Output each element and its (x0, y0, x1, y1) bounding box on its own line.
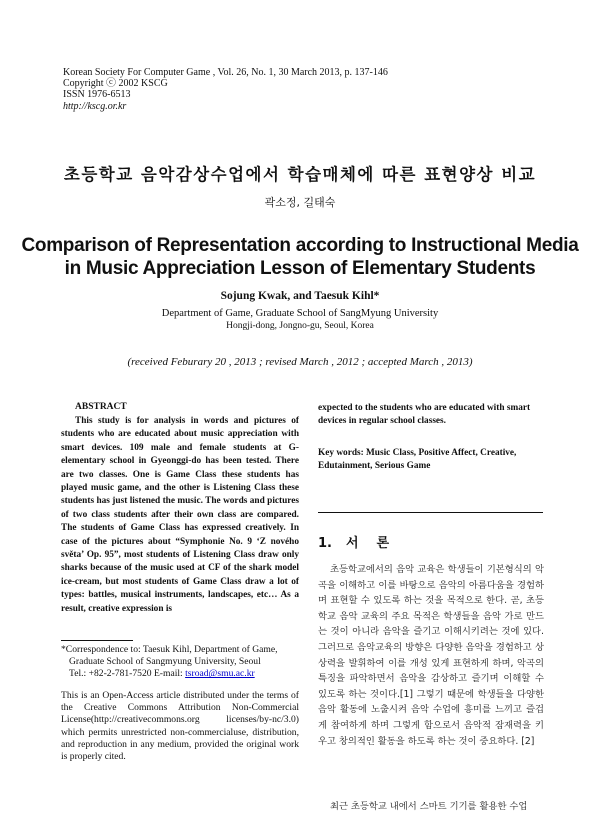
footnote-divider (61, 640, 133, 641)
open-access-notice: This is an Open-Access article distributed under the terms of the Creative Commons Attribution Non-Commercial License(http://creativecommons.org licenses/by-nc/3.0) which permits unrestricted non-commercialuse, distribution, and reproduction in any medium, provided the original work is properly cited. (61, 690, 299, 763)
section-title-char2: 론 (376, 536, 390, 551)
abstract-heading: ABSTRACT (75, 402, 127, 412)
correspondence-line2: Graduate School of Sangmyung University, Seoul (69, 656, 261, 668)
title-english-line2: in Music Appreciation Lesson of Elementary Students (64, 258, 536, 279)
received-dates: (received Feburary 20 , 2013 ; revised March , 2012 ; accepted March , 2013) (127, 356, 473, 368)
section-number: 1. (318, 536, 332, 551)
section-heading-introduction (318, 532, 389, 551)
correspondence-line3 (61, 668, 301, 680)
title-english-line1: Comparison of Representation according to Instructional Media (21, 235, 579, 256)
issn-line: ISSN 1976-6513 (63, 89, 131, 101)
introduction-paragraph1: 초등학교에서의 음악 교육은 학생들이 기본형식의 악곡을 이해하고 이를 바탕으로 음악의 아름다움을 경험하며 표현할 수 있도록 하는 것을 목적으로 한다. 곧, 초등학교 음악 교육의 주요 목적은 학생들을 음악 가로 만드는 것이 아니라 음악을 즐기고 이해시키려는 것에 있다. 그러므로 음악교육의 방향은 다양한 음악을 경험하고 상상력을 발휘하여 이를 개성 있게 표현하게 하며, 악곡의 특징을 파악하면서 음악을 감상하고 즐기며 이해할 수 있도록 하는 것이다.[1] 그렇기 때문에 학생들을 다양한 음악 활동에 노출시켜 음악 수업에 흥미를 느끼고 즐겁게 참여하게 하며 그렇게 함으로서 음악적 잠재력을 키우고 창의적인 활동을 하도록 하는 것이 중요하다. [2] (318, 564, 544, 747)
correspondence-tel: Tel.: +82-2-781-7520 E-mail: (69, 668, 186, 680)
affiliation-department: Department of Game, Graduate School of SangMyung University (161, 308, 439, 319)
abstract-continued: expected to the students who are educated with smart devices in regular school classes. (318, 403, 531, 427)
copyright-line: Copyright ⓒ 2002 KSCG (63, 78, 168, 90)
right-column-top (318, 402, 543, 474)
affiliation-address: Hongji-dong, Jongno-gu, Seoul, Korea (226, 321, 374, 331)
title-english (0, 234, 600, 280)
journal-url[interactable]: http://kscg.or.kr (63, 100, 127, 112)
abstract-column (61, 402, 299, 616)
title-korean: 초등학교 음악감상수업에서 학습매체에 따른 표현양상 비교 (63, 165, 537, 184)
abstract-body: This study is for analysis in words and pictures of students who are educated about music appreciation with smart devices. 109 male and female students at G-elementary school in Gyeonggi-do has been tested. There are two classes. One is Game Class these students has played music game, and the other is Listening Class these students has just listened the music. The words and pictures of two class students after their own class are compared. The students of Game Class has expressed creatively. In case of the pictures about “Symphonie No. 9 ‘Z nového světa’ Op. 95”, most students of Listening Class draw only sharks because of the music used at CF of the shark model ice-cream, but most students of Game Class draw a lot of types: battles, musical instruments, landscapes, etc… As a result, creative expression is (61, 416, 299, 614)
keywords: Key words: Music Class, Positive Affect, Creative, Edutainment, Serious Game (318, 447, 517, 472)
correspondence-note (61, 644, 301, 681)
correspondence-email-link[interactable]: tsroad@smu.ac.kr (185, 668, 255, 680)
authors-english: Sojung Kwak, and Taesuk Kihl* (220, 290, 380, 302)
introduction-paragraph2: 최근 초등학교 내에서 스마트 기기를 활용한 수업 (330, 801, 528, 812)
section-title-char1: 서 (345, 536, 359, 551)
journal-header (63, 67, 483, 112)
correspondence-line1: *Correspondence to: Taesuk Kihl, Department of Game, (61, 644, 278, 655)
authors-korean: 곽소정, 길태숙 (264, 196, 336, 209)
journal-citation: Korean Society For Computer Game , Vol. 26, No. 1, 30 March 2013, p. 137-146 (63, 67, 388, 78)
section-divider (318, 512, 543, 513)
